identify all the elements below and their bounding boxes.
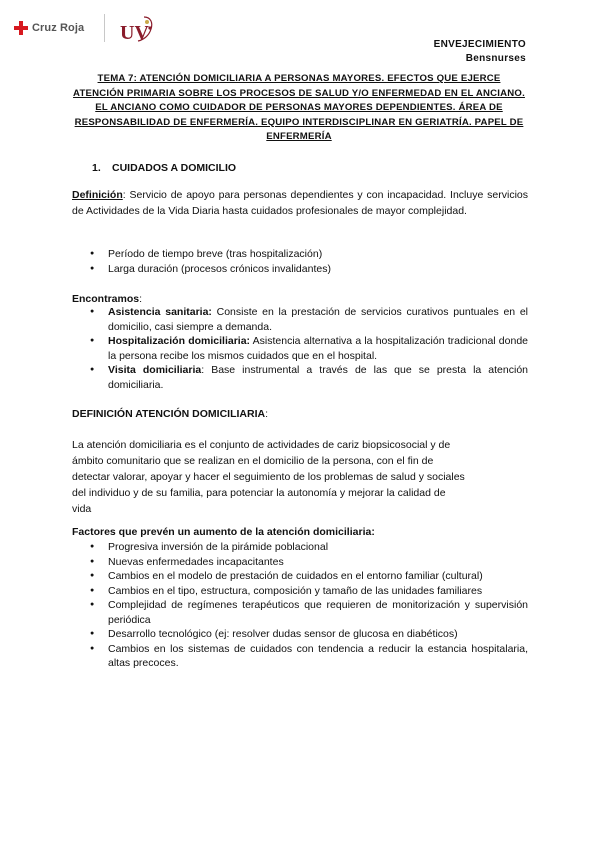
def-atencion-heading	[72, 406, 528, 422]
list-item: ● Cambios en los sistemas de cuidados con tendencia a reducir la estancia hospitalaria, altas precoces.	[90, 642, 528, 671]
section-heading	[92, 162, 236, 174]
document-header-info	[434, 38, 526, 66]
cruz-roja-logo	[14, 21, 84, 35]
encontramos-label: Encontramos	[72, 293, 140, 305]
subject-label: ENVEJECIMIENTO	[433, 39, 526, 50]
def-atencion-paragraph	[72, 437, 528, 517]
encontramos-colon: :	[139, 293, 143, 305]
item-term: Visita domiciliaria	[108, 364, 202, 376]
section-number: 1.	[92, 162, 101, 174]
factores-heading: Factores que prevén un aumento de la atención domiciliaria:	[72, 526, 375, 538]
section-title: CUIDADOS A DOMICILIO	[112, 162, 237, 174]
list-item: ● Progresiva inversión de la pirámide poblacional	[90, 540, 528, 555]
factores-list	[90, 540, 528, 671]
logo-divider	[104, 14, 105, 42]
paragraph-line: detectar valorar, apoyar y hacer el seguimiento de los problemas de salud y sociales	[72, 471, 465, 483]
uv-letters: UV	[120, 22, 149, 44]
definition-label: Definición	[72, 189, 123, 201]
def-atencion-title: DEFINICIÓN ATENCIÓN DOMICILIARIA	[72, 408, 266, 420]
red-cross-icon	[14, 21, 28, 35]
list-item: ● Cambios en el tipo, estructura, composición y tamaño de las unidades familiares	[90, 584, 528, 599]
list-item	[90, 363, 528, 392]
definition-text: : Servicio de apoyo para personas dependientes y con incapacidad. Incluye servicios de Actividades de la Vida Diaria hasta cuidados profesionales de mayor complejidad.	[72, 189, 528, 217]
paragraph-line: vida	[72, 503, 92, 515]
list-item: ● Desarrollo tecnológico (ej: resolver dudas sensor de glucosa en diabéticos)	[90, 627, 528, 642]
item-text: : Base instrumental a través de las que se presta la atención domiciliaria.	[108, 364, 528, 391]
list-item: ● Complejidad de regímenes terapéuticos que requieren de monitorización y supervisión periódica	[90, 598, 528, 627]
paragraph-line: ámbito comunitario que se realizan en el domicilio de la persona, con el fin de	[72, 455, 434, 467]
author-label: Bensnurses	[465, 53, 526, 64]
item-text: Consiste en la prestación de servicios curativos puntuales en el domicilio, casi siempre a demanda.	[108, 306, 528, 333]
list-item: ● Período de tiempo breve (tras hospitalización)	[90, 247, 528, 262]
list-item	[90, 334, 528, 363]
item-text: Asistencia alternativa a la hospitalización tradicional donde la persona recibe los mismos cuidados que en el hospital.	[108, 335, 528, 362]
paragraph-line: del individuo y de su familia, para potenciar la autonomía y mejorar la calidad de	[72, 487, 446, 499]
definition-paragraph	[72, 187, 528, 219]
encontramos-list	[90, 305, 528, 392]
list-item: ● Larga duración (procesos crónicos invalidantes)	[90, 262, 528, 277]
list-item: ● Nuevas enfermedades incapacitantes	[90, 555, 528, 570]
item-term: Asistencia sanitaria:	[108, 306, 212, 318]
def-atencion-colon: :	[265, 408, 268, 420]
document-title: TEMA 7: ATENCIÓN DOMICILIARIA A PERSONAS MAYORES. EFECTOS QUE EJERCE ATENCIÓN PRIMARIA SOBRE LOS PROCESOS DE SALUD Y/O ENFERMEDAD EN EL ANCIANO. EL ANCIANO COMO CUIDADOR DE PERSONAS MAYORES DEPENDIENTES. ÁREA DE RESPONSABILIDAD DE ENFERMERÍA. EQUIPO INTERDISCIPLINAR EN GERIATRÍA. PAPEL DE ENFERMERÍA	[73, 73, 525, 142]
university-logo	[118, 13, 156, 45]
paragraph-line: La atención domiciliaria es el conjunto de actividades de cariz biopsicosocial y de	[72, 439, 451, 451]
list-item: ● Cambios en el modelo de prestación de cuidados en el entorno familiar (cultural)	[90, 569, 528, 584]
list-item	[90, 305, 528, 334]
cruz-roja-name: Cruz Roja	[32, 22, 85, 34]
duration-list	[90, 247, 528, 276]
item-term: Hospitalización domiciliaria:	[108, 335, 251, 347]
